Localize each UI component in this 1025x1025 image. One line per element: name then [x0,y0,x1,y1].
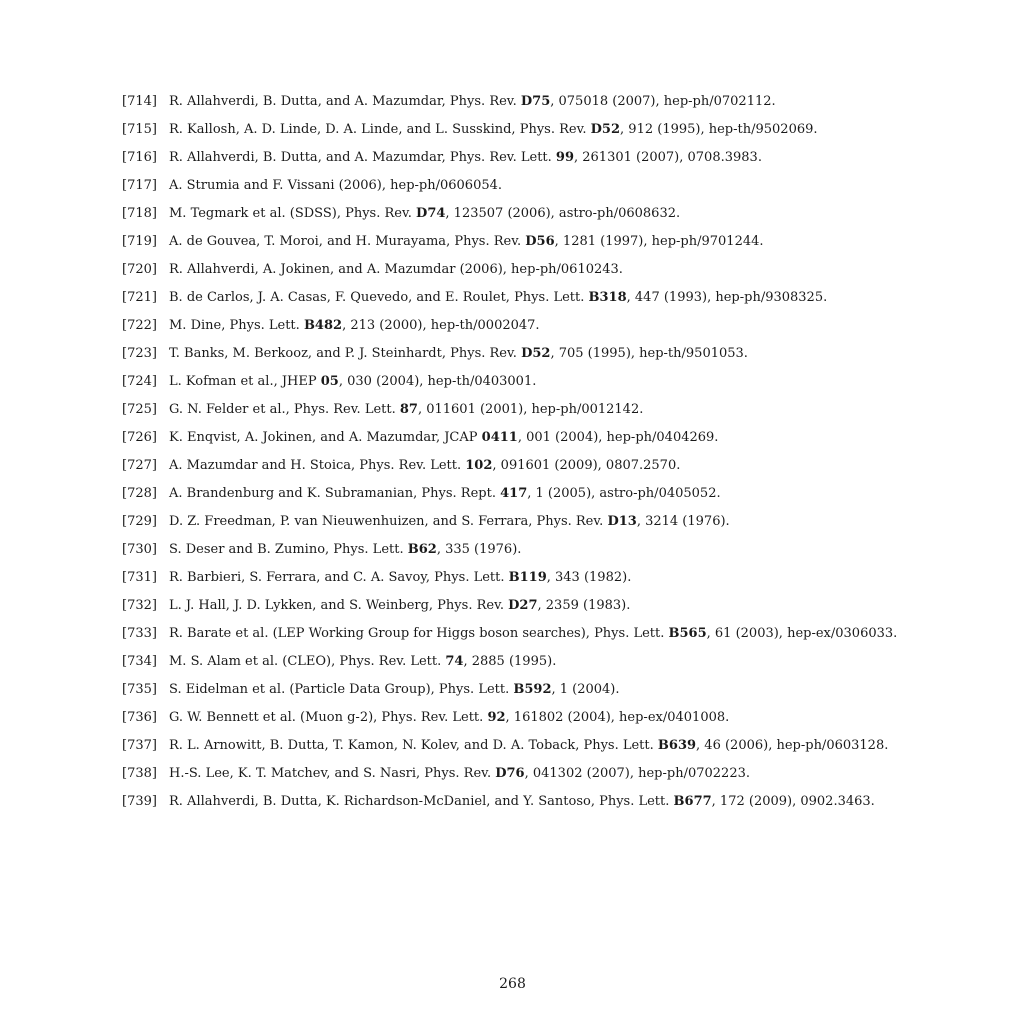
reference-text: R. Allahverdi, B. Dutta, and A. Mazumdar, Phys. Rev. Lett. 99, 261301 (2007), 0708.3983. [169,150,762,165]
reference-number: [731] [122,570,157,585]
reference-number: [724] [122,374,157,389]
reference-number: [727] [122,458,157,473]
reference-volume: B482 [303,318,343,333]
reference-item [122,508,904,536]
reference-volume: D27 [508,598,538,613]
reference-volume: D76 [495,766,525,781]
reference-item [122,648,904,676]
reference-volume: D52 [521,346,551,361]
reference-volume: 99 [555,150,574,165]
reference-item [122,340,904,368]
reference-item [122,592,904,620]
reference-text: M. S. Alam et al. (CLEO), Phys. Rev. Lett. 74, 2885 (1995). [169,654,557,669]
reference-volume: 0411 [481,430,518,445]
reference-number: [716] [122,150,157,165]
reference-item [122,172,904,200]
reference-item [122,620,904,648]
reference-number: [726] [122,430,157,445]
reference-volume: 92 [487,710,506,725]
reference-volume: D56 [525,234,555,249]
reference-volume: B318 [588,290,627,305]
page-number: 268 [499,976,526,992]
reference-item [122,536,904,564]
reference-number: [723] [122,346,157,361]
reference-item [122,256,904,284]
reference-number: [730] [122,542,157,557]
reference-number: [738] [122,766,157,781]
reference-text: L. J. Hall, J. D. Lykken, and S. Weinberg, Phys. Rev. D27, 2359 (1983). [169,598,631,613]
reference-text: A. Mazumdar and H. Stoica, Phys. Rev. Lett. 102, 091601 (2009), 0807.2570. [169,458,681,473]
reference-text: D. Z. Freedman, P. van Nieuwenhuizen, and S. Ferrara, Phys. Rev. D13, 3214 (1976). [169,514,730,529]
reference-number: [725] [122,402,157,417]
reference-volume: 05 [320,374,339,389]
reference-number: [739] [122,794,157,809]
reference-text: A. Brandenburg and K. Subramanian, Phys. Rept. 417, 1 (2005), astro-ph/0405052. [169,486,721,501]
reference-item [122,88,904,116]
reference-number: [735] [122,682,157,697]
reference-number: [736] [122,710,157,725]
reference-volume: B592 [513,682,552,697]
reference-number: [715] [122,122,157,137]
reference-volume: B119 [508,570,547,585]
reference-volume: B639 [657,738,697,753]
reference-item [122,788,904,816]
reference-item [122,228,904,256]
reference-item [122,732,904,760]
reference-number: [722] [122,318,157,333]
reference-item [122,396,904,424]
reference-text: R. Allahverdi, B. Dutta, K. Richardson-McDaniel, and Y. Santoso, Phys. Lett. B677, 172 (2009), 0902.3463. [169,794,875,809]
reference-text: S. Deser and B. Zumino, Phys. Lett. B62, 335 (1976). [169,542,522,557]
reference-number: [732] [122,598,157,613]
reference-number: [718] [122,206,157,221]
reference-volume: 102 [465,458,493,473]
reference-text: R. Barbieri, S. Ferrara, and C. A. Savoy, Phys. Lett. B119, 343 (1982). [169,570,632,585]
reference-text: G. N. Felder et al., Phys. Rev. Lett. 87, 011601 (2001), hep-ph/0012142. [169,402,644,417]
reference-text: M. Dine, Phys. Lett. B482, 213 (2000), hep-th/0002047. [169,318,540,333]
reference-text: R. Kallosh, A. D. Linde, D. A. Linde, and L. Susskind, Phys. Rev. D52, 912 (1995), hep-th/9502069. [169,122,818,137]
reference-text: M. Tegmark et al. (SDSS), Phys. Rev. D74, 123507 (2006), astro-ph/0608632. [169,206,681,221]
reference-volume: B565 [668,626,707,641]
reference-volume: D75 [520,94,551,109]
reference-volume: D74 [416,206,446,221]
reference-text: L. Kofman et al., JHEP 05, 030 (2004), hep-th/0403001. [169,374,537,389]
reference-volume: D13 [607,514,637,529]
reference-item [122,760,904,788]
reference-item [122,480,904,508]
reference-item [122,144,904,172]
reference-text: H.-S. Lee, K. T. Matchev, and S. Nasri, Phys. Rev. D76, 041302 (2007), hep-ph/0702223. [169,766,750,781]
reference-text: A. de Gouvea, T. Moroi, and H. Murayama, Phys. Rev. D56, 1281 (1997), hep-ph/9701244. [169,234,764,249]
reference-number: [729] [122,514,157,529]
reference-text: S. Eidelman et al. (Particle Data Group), Phys. Lett. B592, 1 (2004). [169,682,620,697]
reference-volume: B677 [673,794,712,809]
reference-item [122,564,904,592]
reference-item [122,312,904,340]
reference-number: [714] [122,94,157,109]
reference-item [122,116,904,144]
reference-text: R. Allahverdi, A. Jokinen, and A. Mazumdar (2006), hep-ph/0610243. [169,262,623,277]
reference-number: [717] [122,178,157,193]
reference-text: R. L. Arnowitt, B. Dutta, T. Kamon, N. Kolev, and D. A. Toback, Phys. Lett. B639, 46 (2006), hep-ph/0603128. [169,738,889,753]
reference-text: A. Strumia and F. Vissani (2006), hep-ph/0606054. [169,178,503,193]
reference-text: R. Barate et al. (LEP Working Group for Higgs boson searches), Phys. Lett. B565, 61 (2003), hep-ex/0306033. [169,626,898,641]
reference-volume: 417 [500,486,528,501]
reference-number: [720] [122,262,157,277]
reference-number: [719] [122,234,157,249]
reference-text: G. W. Bennett et al. (Muon g-2), Phys. Rev. Lett. 92, 161802 (2004), hep-ex/0401008. [169,710,730,725]
reference-volume: D52 [590,122,621,137]
reference-number: [734] [122,654,157,669]
reference-item [122,676,904,704]
reference-text: R. Allahverdi, B. Dutta, and A. Mazumdar, Phys. Rev. D75, 075018 (2007), hep-ph/0702112. [169,94,776,109]
reference-number: [728] [122,486,157,501]
reference-number: [721] [122,290,157,305]
reference-item [122,452,904,480]
reference-volume: 74 [445,654,464,669]
reference-list [122,88,904,816]
reference-number: [737] [122,738,157,753]
reference-item [122,200,904,228]
reference-number: [733] [122,626,157,641]
reference-item [122,424,904,452]
reference-text: K. Enqvist, A. Jokinen, and A. Mazumdar, JCAP 0411, 001 (2004), hep-ph/0404269. [169,430,719,445]
reference-text: B. de Carlos, J. A. Casas, F. Quevedo, and E. Roulet, Phys. Lett. B318, 447 (1993), hep-ph/9308325. [169,290,828,305]
reference-text: T. Banks, M. Berkooz, and P. J. Steinhardt, Phys. Rev. D52, 705 (1995), hep-th/9501053. [169,346,748,361]
reference-volume: B62 [407,542,437,557]
reference-item [122,704,904,732]
reference-volume: 87 [399,402,418,417]
reference-item [122,284,904,312]
reference-item [122,368,904,396]
